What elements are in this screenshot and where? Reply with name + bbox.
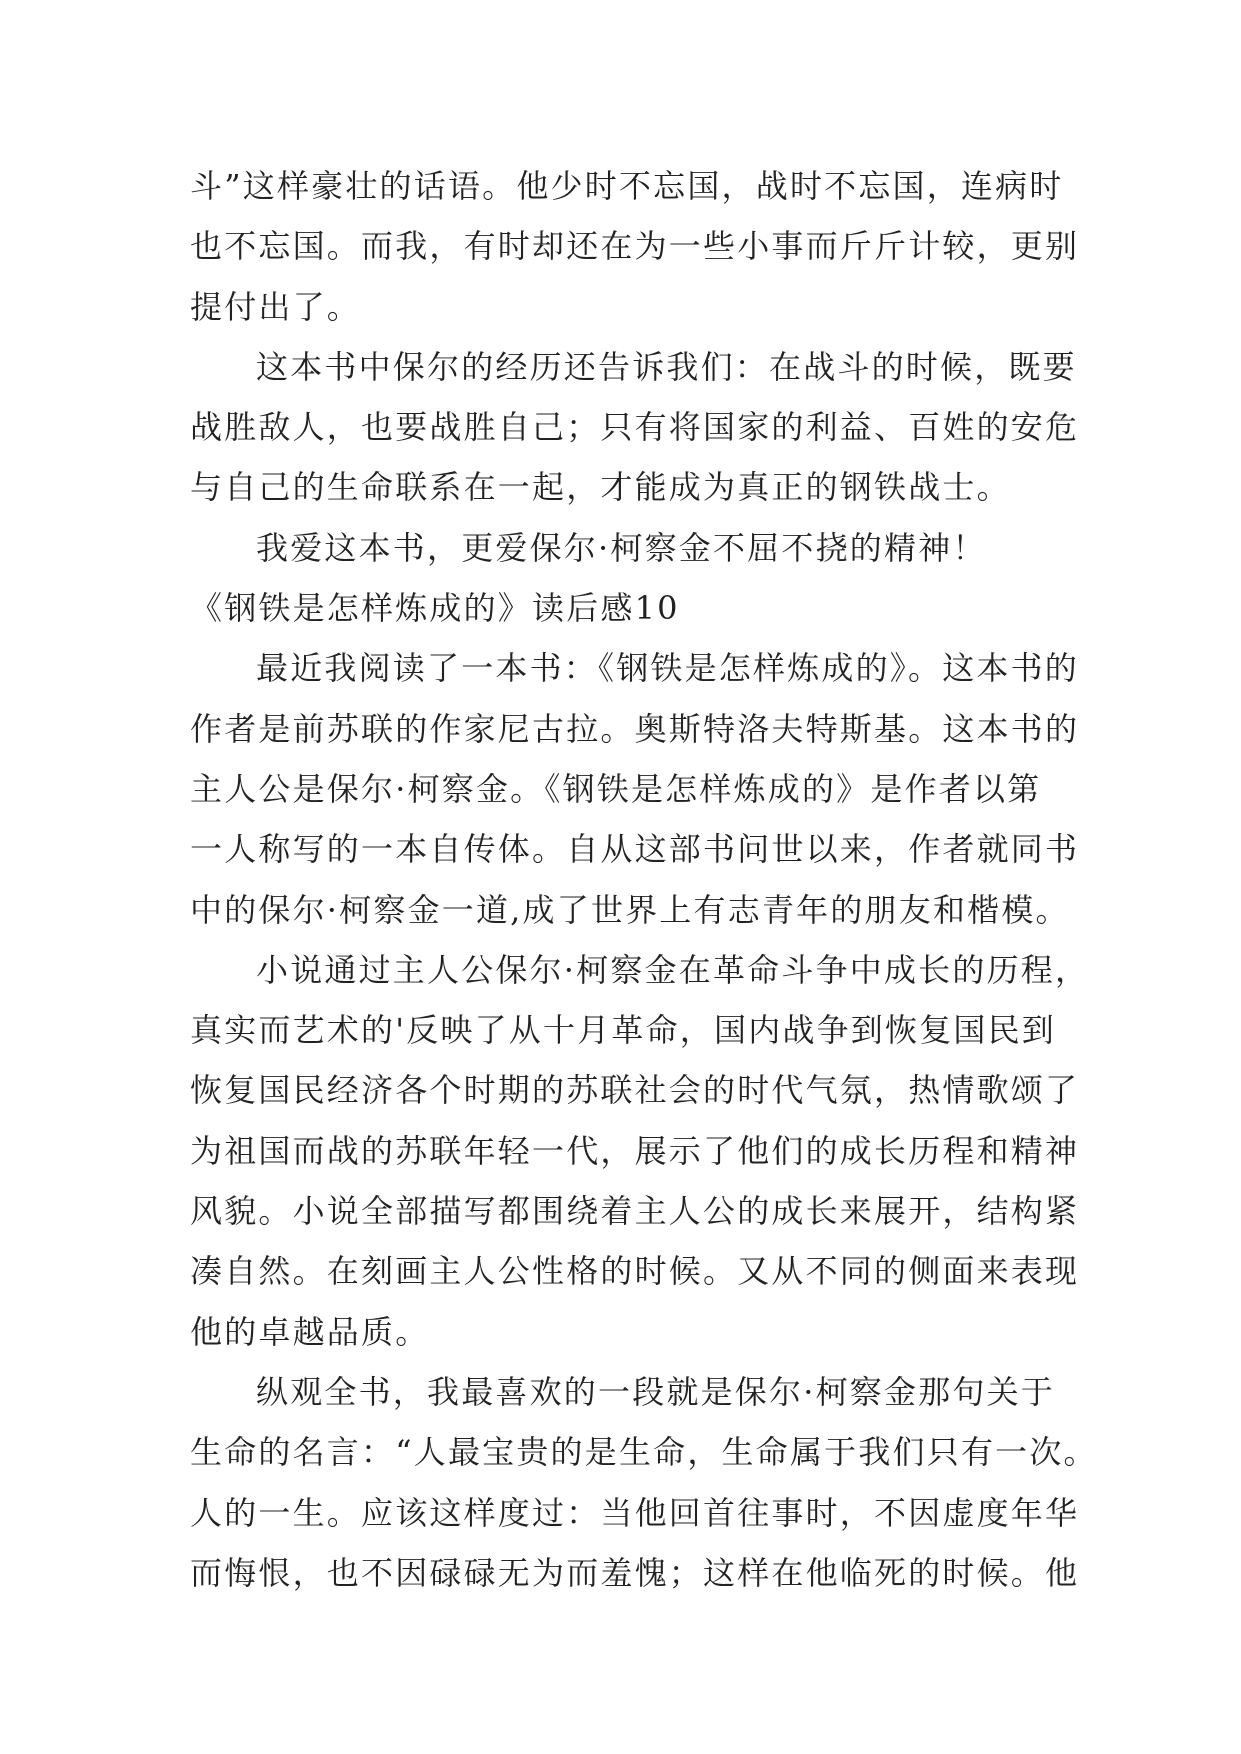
text-line: 最近我阅读了一本书：《钢铁是怎样炼成的》。这本书的 (256, 649, 1080, 688)
text-line: 作者是前苏联的作家尼古拉。奥斯特洛夫特斯基。这本书的 (190, 709, 1080, 748)
text-line: 小说通过主人公保尔·柯察金在革命斗争中成长的历程， (256, 950, 1090, 989)
text-line: 真实而艺术的'反映了从十月革命，国内战争到恢复国民到 (190, 1011, 1056, 1050)
text-line: 人的一生。应该这样度过：当他回首往事时，不因虚度年华 (190, 1493, 1080, 1532)
text-line: 斗”这样豪壮的话语。他少时不忘国，战时不忘国，连病时 (190, 167, 1064, 205)
text-line: 战胜敌人，也要战胜自己；只有将国家的利益、百姓的安危 (190, 408, 1080, 447)
text-line: 与自己的生命联系在一起，才能成为真正的钢铁战士。 (190, 468, 1011, 507)
text-line: 生命的名言：“人最宝贵的是生命，生命属于我们只有一次。 (190, 1433, 1098, 1472)
text-line: 凑自然。在刻画主人公性格的时候。又从不同的侧面来表现 (190, 1252, 1080, 1291)
text-line: 为祖国而战的苏联年轻一代，展示了他们的成长历程和精神 (190, 1131, 1080, 1170)
text-line: 提付出了。 (190, 287, 362, 326)
text-line: 纵观全书，我最喜欢的一段就是保尔·柯察金那句关于 (256, 1372, 1055, 1411)
text-line: 中的保尔·柯察金一道,成了世界上有志青年的朋友和楷模。 (190, 890, 1070, 929)
text-line: 主人公是保尔·柯察金。《钢铁是怎样炼成的》是作者以第 (190, 769, 1042, 808)
text-line: 而悔恨，也不因碌碌无为而羞愧；这样在他临死的时候。他 (190, 1553, 1080, 1592)
text-line: 恢复国民经济各个时期的苏联社会的时代气氛，热情歌颂了 (190, 1071, 1080, 1110)
document-body (190, 156, 1098, 1603)
text-line: 这本书中保尔的经历还告诉我们：在战斗的时候，既要 (256, 347, 1077, 386)
text-line: 也不忘国。而我，有时却还在为一些小事而斤斤计较，更别 (190, 227, 1080, 266)
text-line: 我爱这本书，更爱保尔·柯察金不屈不挠的精神！ (256, 528, 987, 567)
text-line: 一人称写的一本自传体。自从这部书问世以来，作者就同书 (190, 830, 1080, 869)
text-line: 他的卓越品质。 (190, 1312, 430, 1351)
text-line: 《钢铁是怎样炼成的》读后感10 (190, 589, 680, 628)
text-line: 风貌。小说全部描写都围绕着主人公的成长来展开，结构紧 (190, 1192, 1080, 1231)
